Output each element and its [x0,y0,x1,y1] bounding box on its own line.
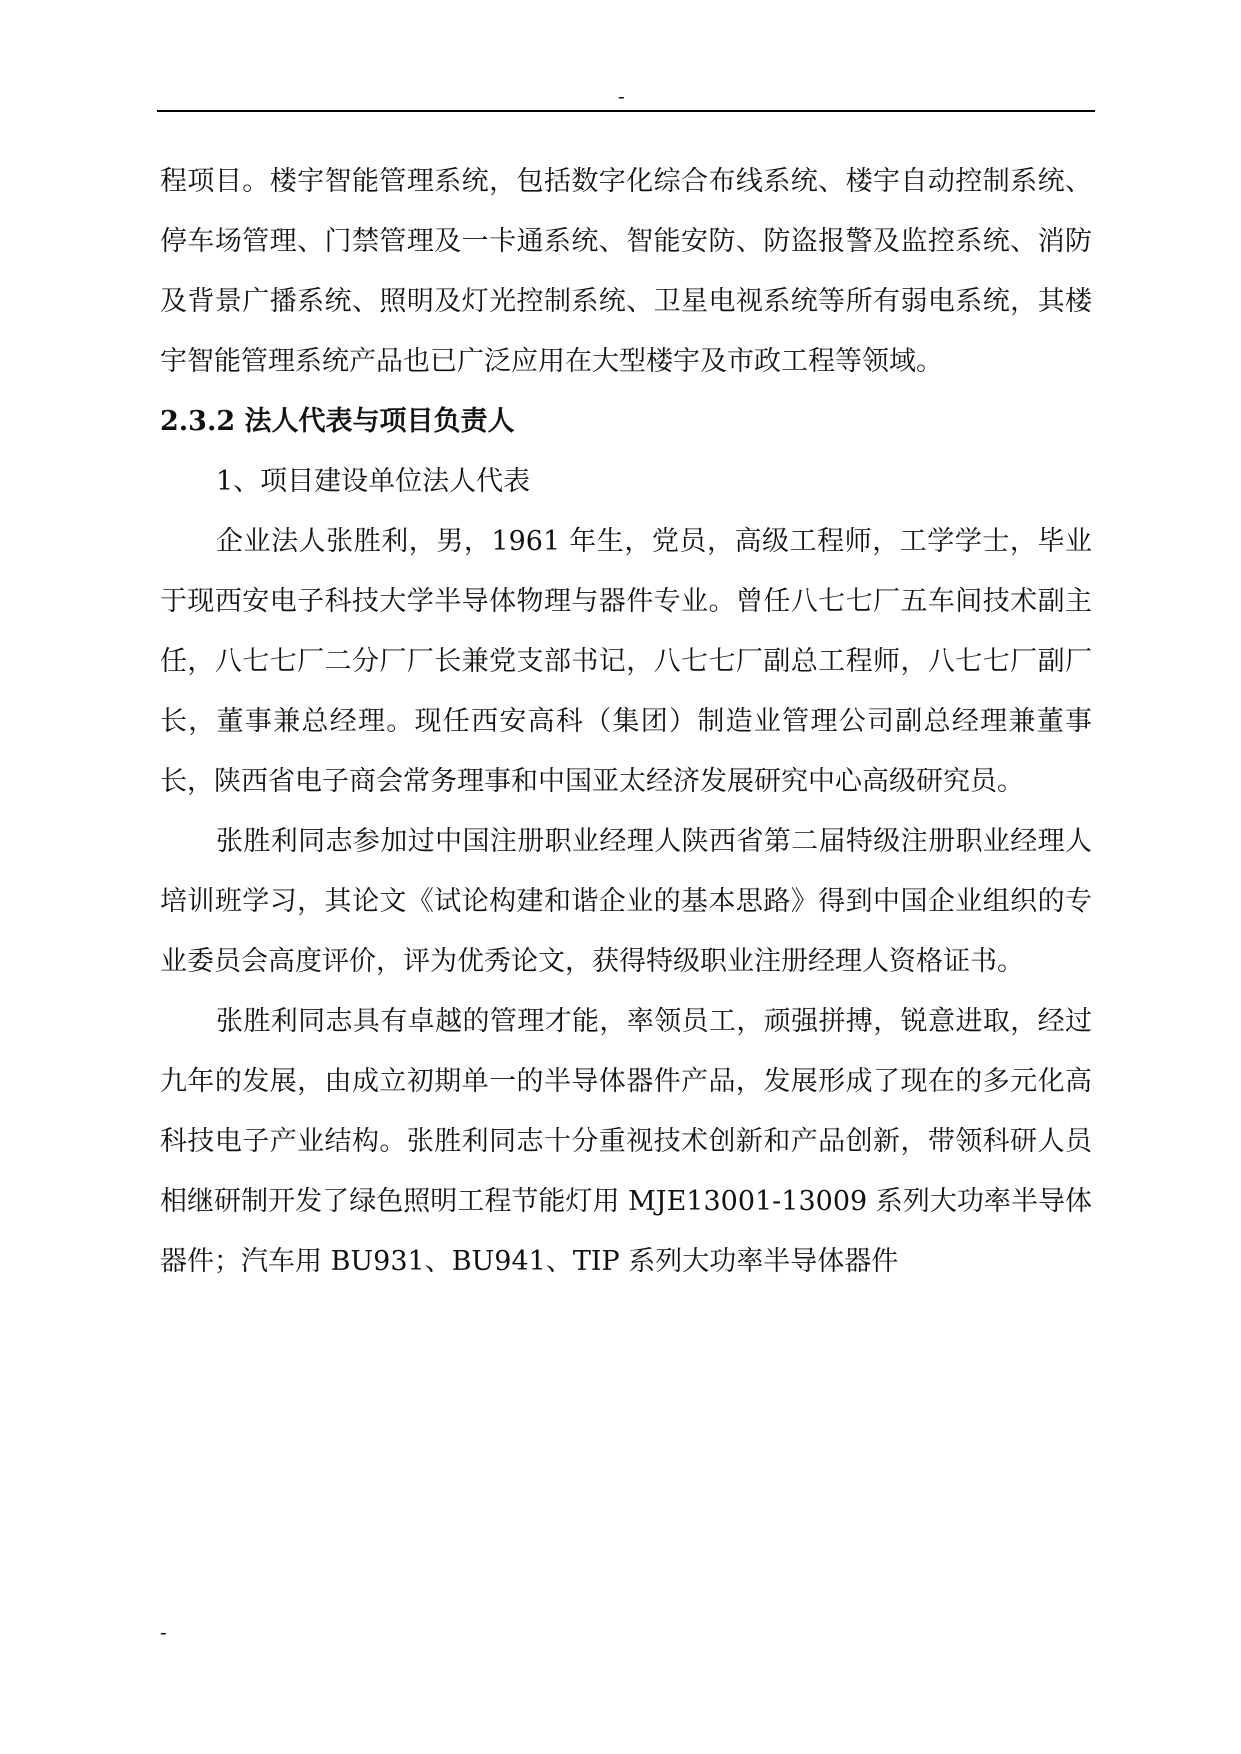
subsection-label: 1、项目建设单位法人代表 [216,466,531,497]
footer-mark: - [160,1620,167,1644]
header-rule [157,110,1095,112]
paragraph-legal-representative: 企业法人张胜利，男，1961 年生，党员，高级工程师，工学学士，毕业于现西安电子科技大学半导体物理与器件专业。曾任八七七厂五车间技术副主任，八七七厂二分厂厂长兼党支部书记，八七七厂副总工程师，八七七厂副厂长，董事兼总经理。现任西安高科（集团）制造业管理公司副总经理兼董事长，陕西省电子商会常务理事和中国亚太经济发展研究中心高级研究员。 [160,526,1092,797]
paragraph-management: 张胜利同志具有卓越的管理才能，率领员工，顽强拼搏，锐意进取，经过九年的发展，由成立初期单一的半导体器件产品，发展形成了现在的多元化高科技电子产业结构。张胜利同志十分重视技术创新和产品创新，带领科研人员相继研制开发了绿色照明工程节能灯用 MJE13001-13009 系列大功率半导体器件；汽车用 BU931、BU941、TIP 系列大功率半导体器件 [160,1006,1092,1277]
paragraph-training: 张胜利同志参加过中国注册职业经理人陕西省第二届特级注册职业经理人培训班学习，其论文《试论构建和谐企业的基本思路》得到中国企业组织的专业委员会高度评价，评为优秀论文，获得特级职业注册经理人资格证书。 [160,826,1092,977]
section-heading: 2.3.2 法人代表与项目负责人 [160,406,515,437]
header-mark: - [618,84,625,108]
page-content [160,152,1092,1292]
paragraph-continuation: 程项目。楼宇智能管理系统，包括数字化综合布线系统、楼宇自动控制系统、停车场管理、门禁管理及一卡通系统、智能安防、防盗报警及监控系统、消防及背景广播系统、照明及灯光控制系统、卫星电视系统等所有弱电系统，其楼宇智能管理系统产品也已广泛应用在大型楼宇及市政工程等领域。 [160,166,1092,377]
